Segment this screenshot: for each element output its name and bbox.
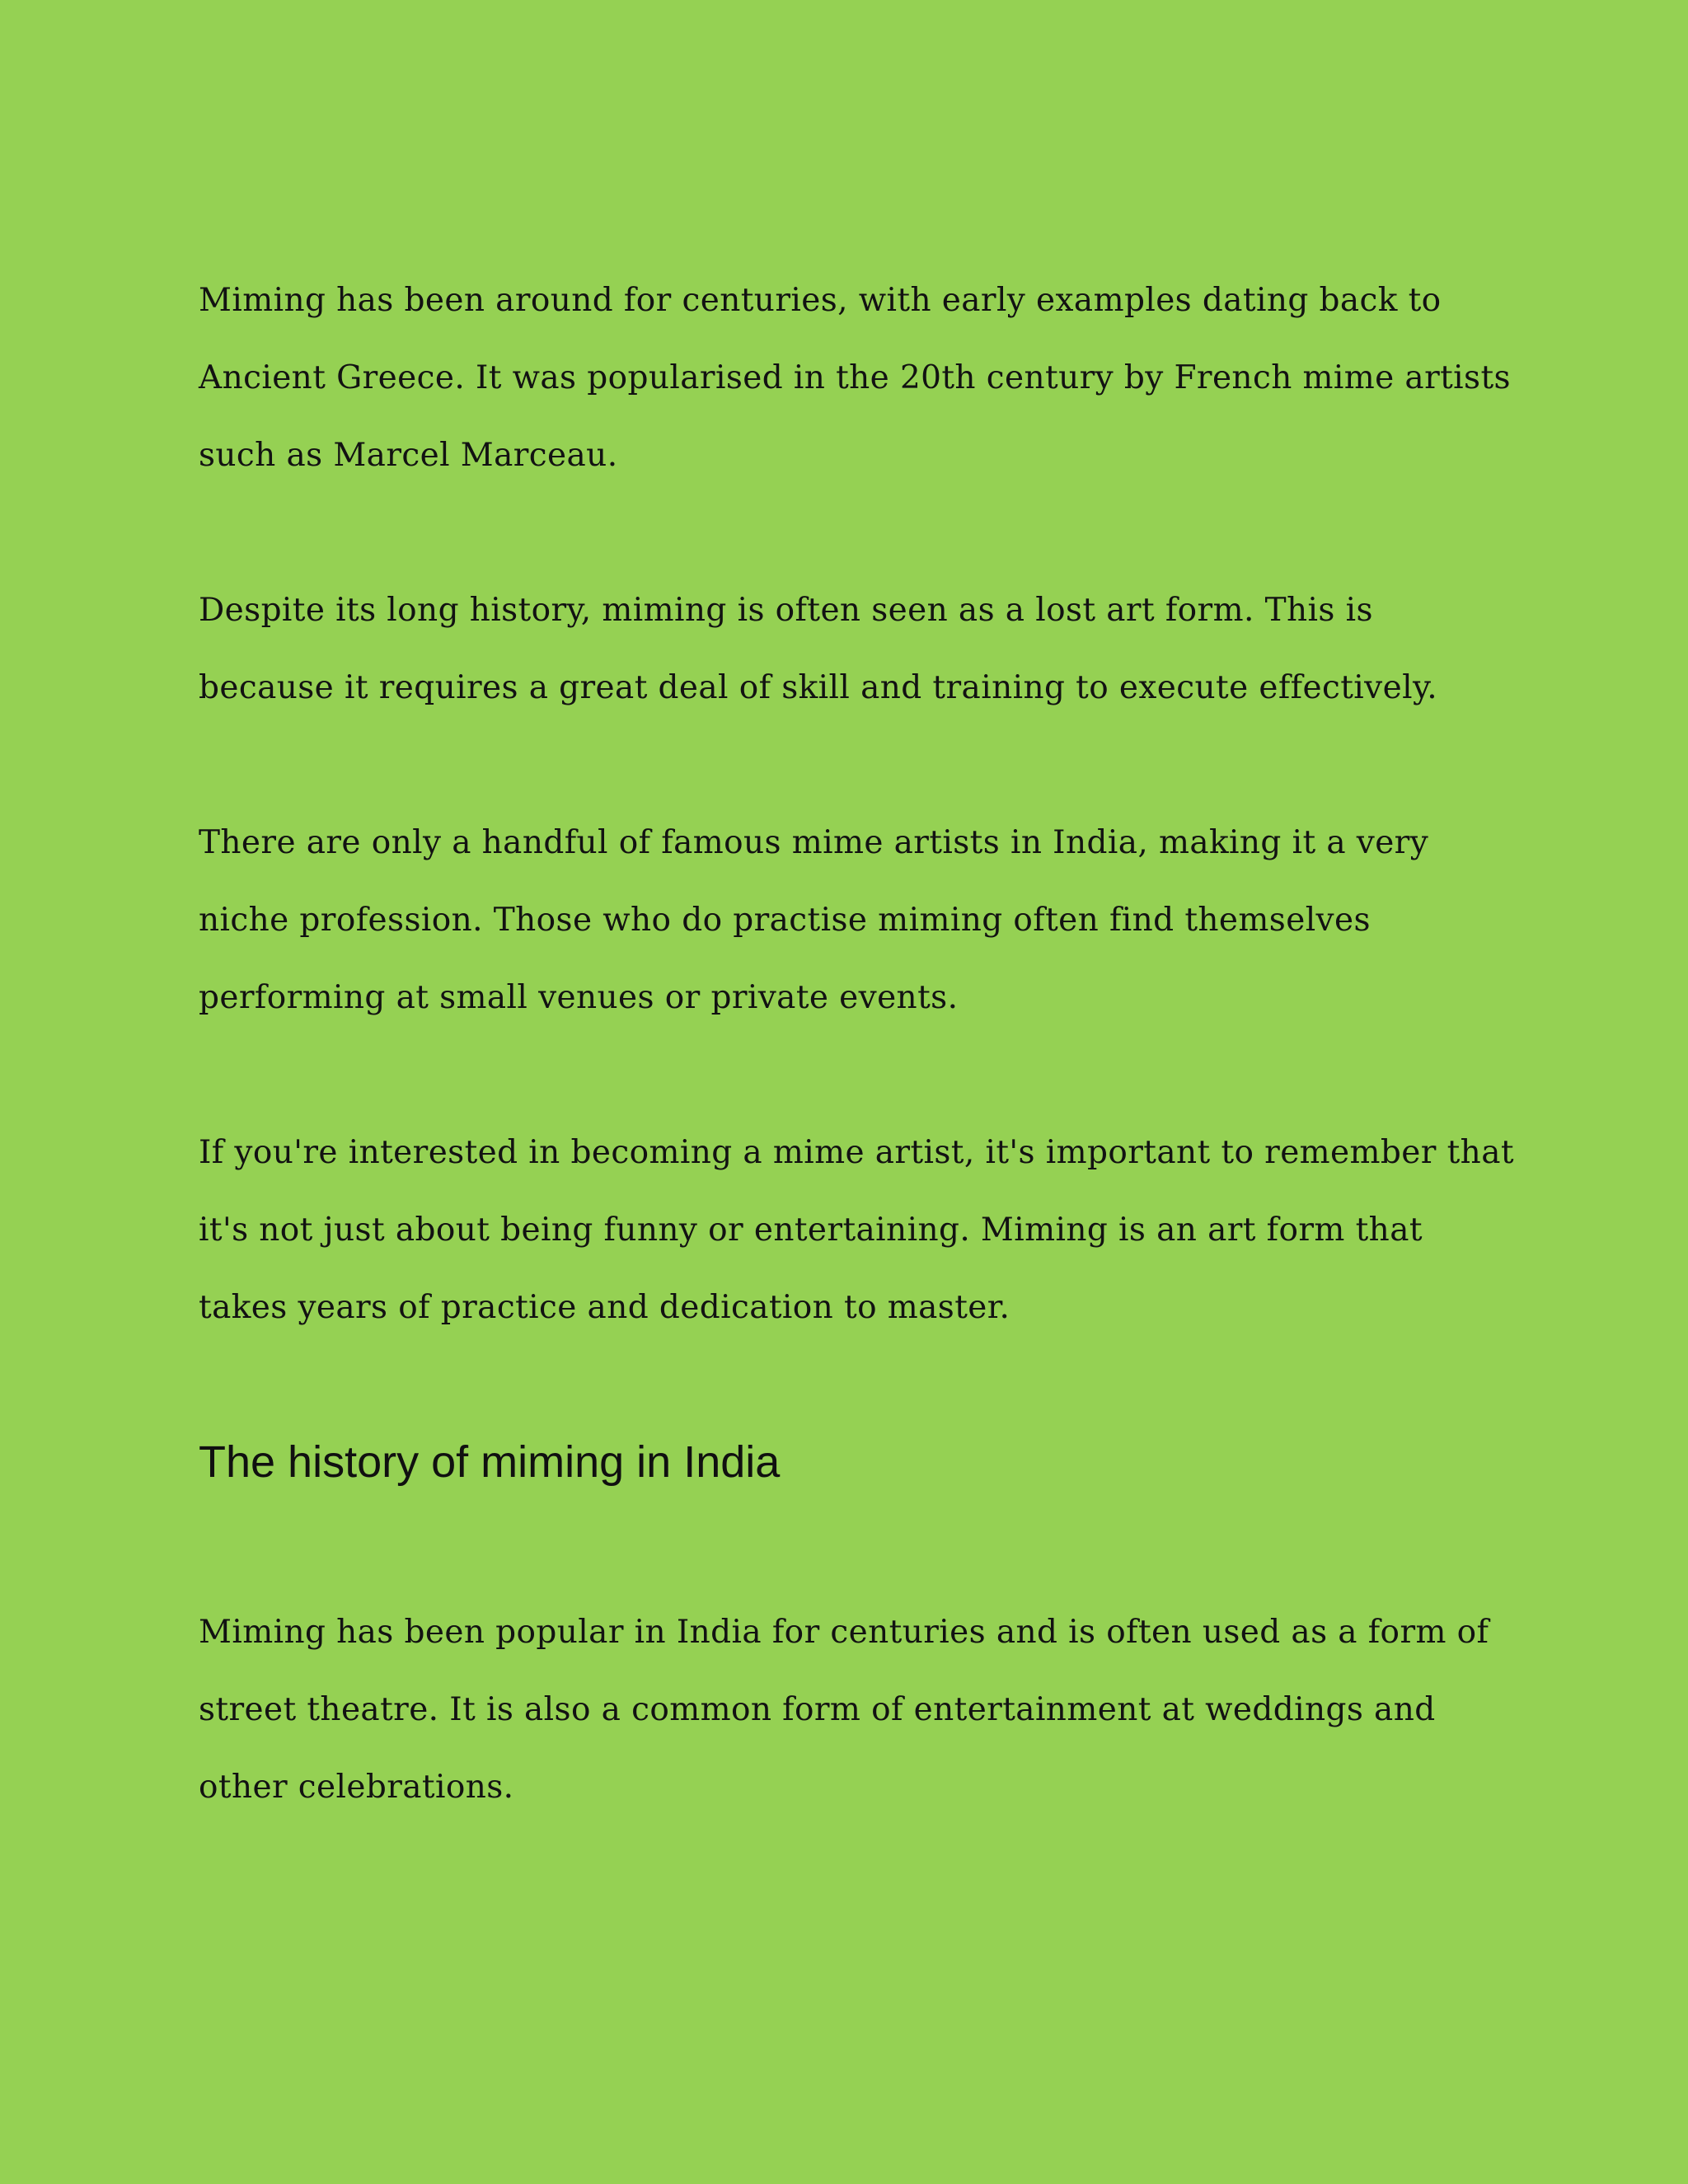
- paragraph-india-artists: There are only a handful of famous mime artists in India, making it a very niche profession. Those who do practise miming often find themselves performing at small venues or private events.: [199, 824, 1429, 1016]
- article-body: [199, 262, 1517, 1826]
- paragraph-history-origins: Miming has been around for centuries, with early examples dating back to Ancient Greece. It was popularised in the 20th century by French mime artists such as Marcel Marceau.: [199, 282, 1511, 474]
- section-heading: The history of miming in India: [199, 1437, 781, 1487]
- paragraph-lost-art: Despite its long history, miming is often seen as a lost art form. This is because it requires a great deal of skill and training to execute effectively.: [199, 592, 1438, 706]
- paragraph-india-history: Miming has been popular in India for centuries and is often used as a form of street theatre. It is also a common form of entertainment at weddings and other celebrations.: [199, 1614, 1489, 1806]
- paragraph-becoming-mime: If you're interested in becoming a mime artist, it's important to remember that it's not just about being funny or entertaining. Miming is an art form that takes years of practice and dedication to master.: [199, 1134, 1514, 1326]
